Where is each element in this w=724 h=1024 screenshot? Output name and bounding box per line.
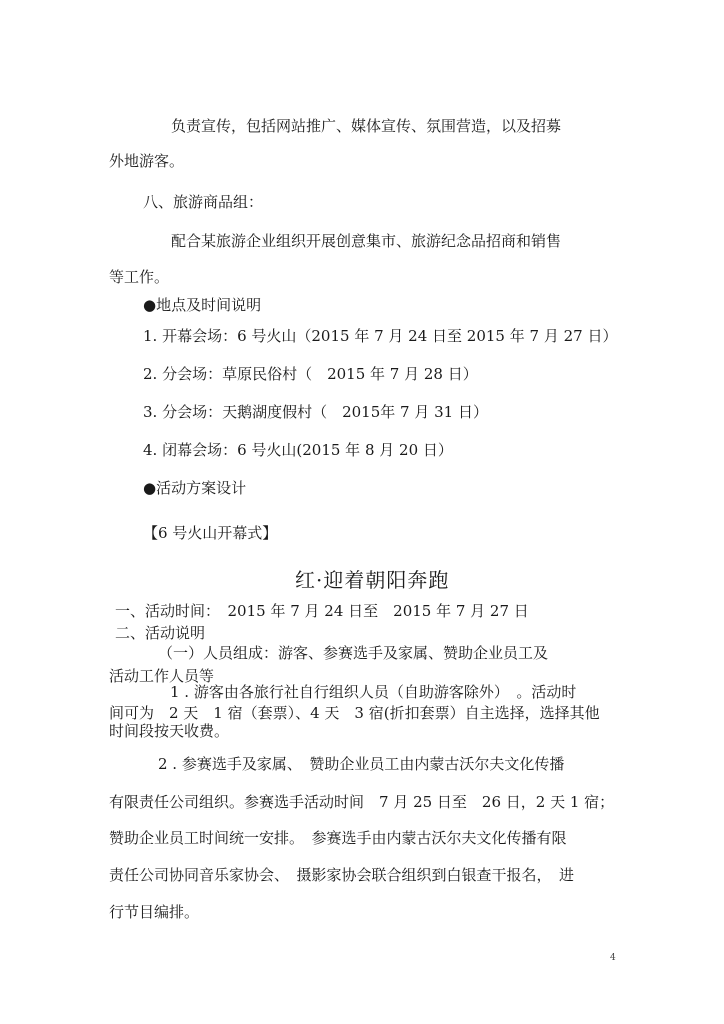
body-line: 间可为 2 天 1 宿（套票）、4 天 3 宿(折扣套票）自主选择，选择其他 [109, 704, 600, 722]
body-line: 行节目编排。 [109, 903, 200, 921]
body-line: 二、活动说明 [115, 624, 206, 642]
body-line: （一）人员组成：游客、参赛选手及家属、赞助企业员工及 [158, 644, 549, 662]
body-line: 2 . 参赛选手及家属、 赞助企业员工由内蒙古沃尔夫文化传播 [158, 755, 565, 773]
page-number: 4 [610, 953, 616, 963]
bullet-heading: ●活动方案设计 [143, 479, 247, 497]
venue-item: 3. 分会场：天鹅湖度假村（ 2015年 7 月 31 日） [143, 403, 488, 421]
venue-item: 4. 闭幕会场：6 号火山(2015 年 8 月 20 日） [143, 441, 453, 459]
venue-item: 2. 分会场：草原民俗村（ 2015 年 7 月 28 日） [143, 365, 478, 383]
body-line: 负责宣传，包括网站推广、媒体宣传、氛围营造，以及招募 [171, 117, 562, 135]
subsection-heading: 【6 号火山开幕式】 [143, 524, 278, 542]
body-line: 有限责任公司组织。参赛选手活动时间 7 月 25 日至 26 日，2 天 1 宿； [109, 793, 615, 811]
body-line: 1 . 游客由各旅行社自行组织人员（自助游客除外） 。活动时 [170, 683, 577, 701]
body-line: 活动工作人员等 [109, 667, 215, 685]
venue-item: 1. 开幕会场：6 号火山（2015 年 7 月 24 日至 2015 年 7 月 27 日） [143, 327, 618, 345]
body-line: 时间段按天收费。 [109, 722, 230, 740]
bullet-heading: ●地点及时间说明 [143, 296, 262, 314]
event-title: 红·迎着朝阳奔跑 [295, 568, 450, 592]
body-line: 赞助企业员工时间统一安排。 参赛选手由内蒙古沃尔夫文化传播有限 [109, 829, 567, 847]
body-line: 配合某旅游企业组织开展创意集市、旅游纪念品招商和销售 [171, 232, 562, 250]
body-line: 责任公司协同音乐家协会、 摄影家协会联合组织到白银查干报名， 进 [109, 866, 575, 884]
body-line: 一、活动时间： 2015 年 7 月 24 日至 2015 年 7 月 27 日 [115, 602, 529, 620]
body-line: 外地游客。 [109, 152, 185, 170]
section-heading: 八、旅游商品组： [143, 193, 264, 211]
body-line: 等工作。 [109, 268, 170, 286]
